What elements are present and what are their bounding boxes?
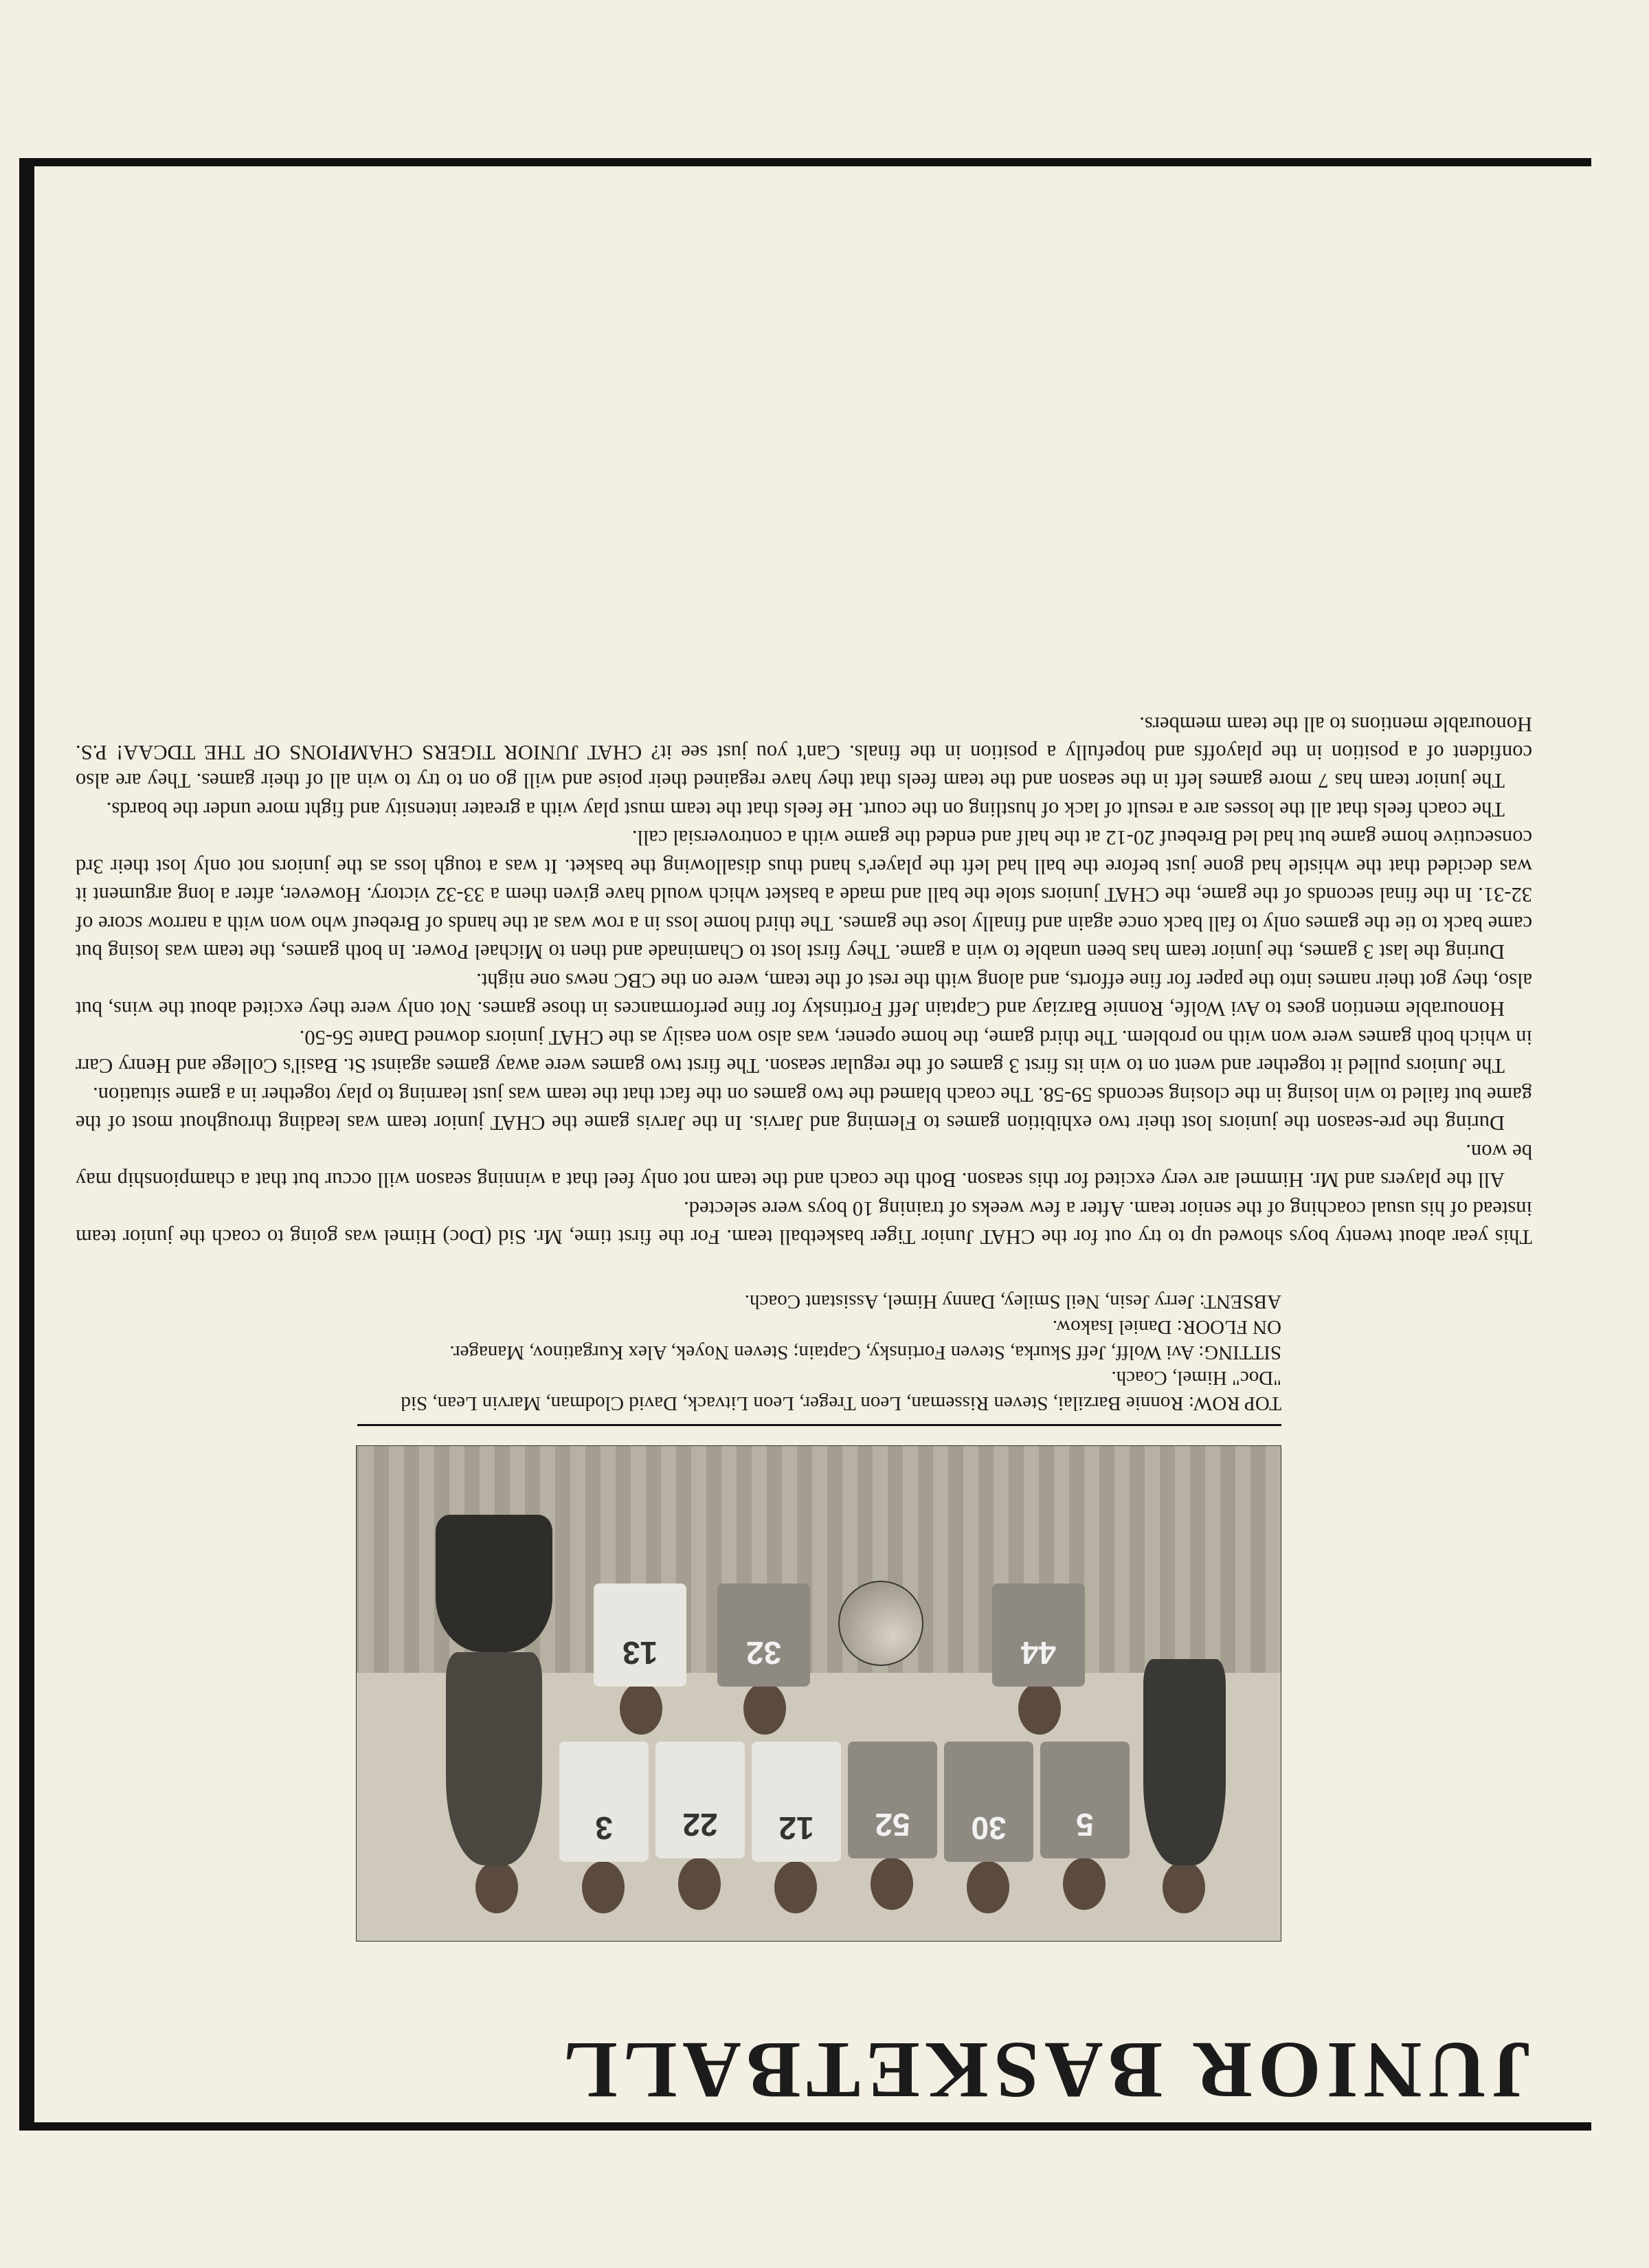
- jersey-number: 52: [848, 1742, 937, 1858]
- paragraph: The junior team has 7 more games left in the season and the team feels that they have regained their poise and will go on to try to win all of their games. They are also confident of a position in the playoffs and hopefully a position in the finals. Can't you just see it? CHAT JUNIOR TIGERS CHAMPIONS OF THE TDCAA! P.S. Honourable mentions to all the team members.: [76, 712, 1532, 793]
- photo-caption: [388, 1288, 1281, 1416]
- jersey-number: 44: [992, 1583, 1085, 1687]
- paragraph: This year about twenty boys showed up to try out for the CHAT Junior Tiger basketball team. For the first time, Mr. Sid (Doc) Himel was going to coach the junior team instead of his usual coaching of the senior team. After a few weeks of training 10 boys were selected.: [76, 1197, 1532, 1249]
- jersey-number: 13: [594, 1583, 686, 1687]
- paragraph: Honourable mention goes to Avi Wolfe, Ronnie Barziay and Captain Jeff Fortinsky for fine performances in those games. Not only were they excited about the wins, but also, they got their names into the paper for fine efforts, and along with the rest of the team, were on the CBC news one night.: [76, 968, 1532, 1021]
- caption-top-row: TOP ROW: Ronnie Barzilai, Steven Risseman, Leon Treger, Leon Litvack, David Clodman, Marvin Lean, Sid "Doc" Himel, Coach.: [401, 1366, 1281, 1414]
- caption-divider: [357, 1424, 1281, 1426]
- jersey-number: 22: [655, 1742, 745, 1858]
- jersey-number: 3: [559, 1742, 649, 1862]
- team-photo: [356, 1445, 1281, 1942]
- jersey-number: 5: [1040, 1742, 1130, 1858]
- page-title: JUNIOR BASKETBALL: [558, 2025, 1532, 2115]
- article-body: [76, 709, 1532, 1251]
- paragraph: The coach feels that all the losses are a result of lack of hustling on the court. He feels that the team must play with a greater intensity and fight more under the boards.: [106, 797, 1505, 821]
- caption-on-floor: ON FLOOR: Daniel Isakow.: [1052, 1315, 1281, 1338]
- paragraph: The Juniors pulled it together and went on to win its first 3 games of the regular season. The first two games were away games against St. Basil's College and Henry Carr in which both games were won with no problem. The third game, the home opener, was also won easily as the CHAT juniors downed Dante 56-50.: [76, 1025, 1532, 1078]
- caption-sitting: SITTING: Avi Wolff, Jeff Skurka, Steven Fortinsky, Captain; Steven Noyek, Alex Kurgatinov, Manager.: [449, 1341, 1281, 1364]
- basketball: [838, 1581, 923, 1666]
- jersey-number: 32: [717, 1583, 810, 1687]
- caption-absent: ABSENT: Jerry Jesin, Neil Smiley, Danny Himel, Assistant Coach.: [744, 1290, 1281, 1313]
- paragraph: All the players and Mr. Himmel are very excited for this season. Both the coach and the team not only feel that a winning season will occur but that a championship may be won.: [76, 1139, 1532, 1192]
- paragraph: During the pre-season the juniors lost their two exhibition games to Fleming and Jarvis. In the Jarvis game the CHAT junior team was leading throughout most of the game but failed to win losing in the closing seconds 59-58. The coach blamed the two games on the fact that the team was just learning to play together in a game situation.: [76, 1082, 1532, 1135]
- jersey-number: 12: [752, 1742, 841, 1862]
- jersey-number: 30: [944, 1742, 1033, 1862]
- paragraph: During the last 3 games, the junior team has been unable to win a game. They first lost to Chaminade and then to Michael Power. In both games, the team was losing but came back to tie the games only to fall back once again and finally lose the games. The third home loss in a row was at the hands of Brebeuf who won with a narrow score of 32-31. In the final seconds of the game, the CHAT juniors stole the ball and made a basket which would have given them a 33-32 victory. However, after a long argument it was decided that the whistle had gone just before the ball had left the player's hand thus disallowing the basket. It was a tough loss as the juniors not only lost their 3rd consecutive home game but had led Brebeuf 20-12 at the half and ended the game with a controversial call.: [76, 826, 1532, 964]
